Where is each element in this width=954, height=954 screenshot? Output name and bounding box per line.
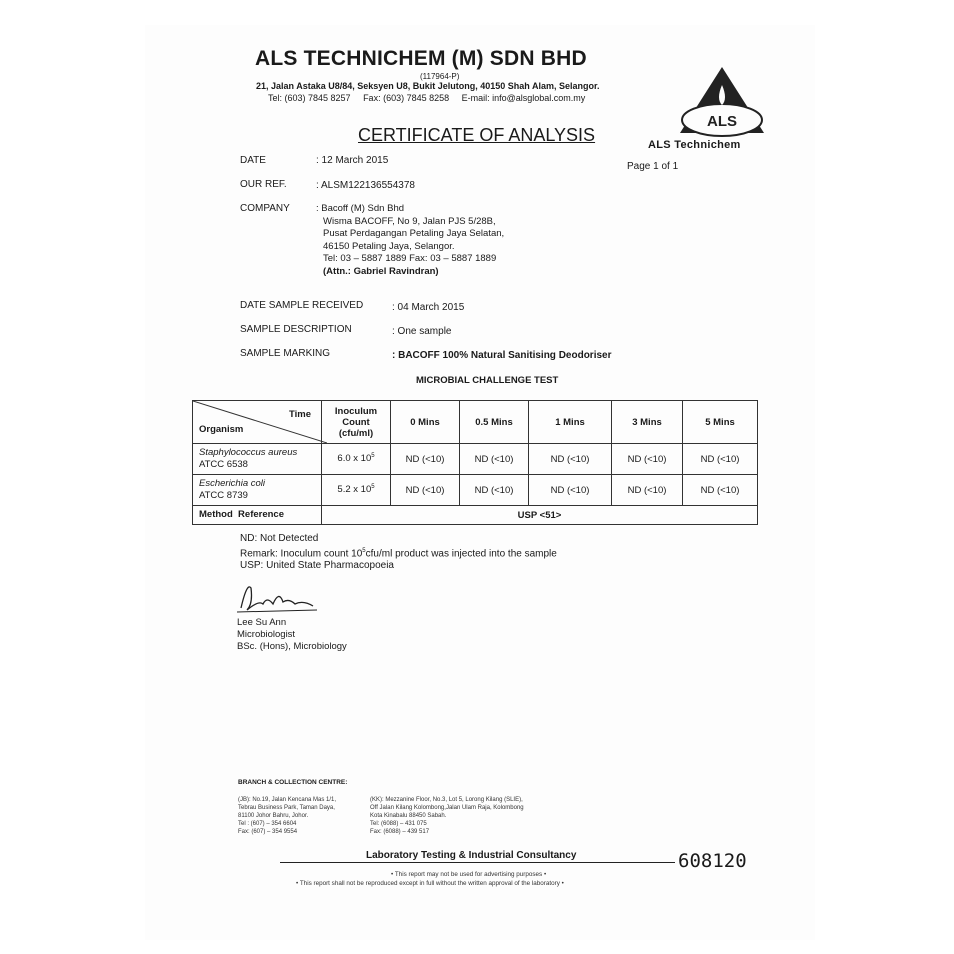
remark-text: Remark: Inoculum count 10 [240,548,363,560]
time-column-header: 3 Mins [612,401,683,444]
time-column-header: 0 Mins [391,401,460,444]
result-cell: ND (<10) [529,444,612,475]
marking-value: : BACOFF 100% Natural Sanitising Deodoriser [392,350,612,361]
time-column-header: 0.5 Mins [460,401,529,444]
count-exponent: 5 [371,484,375,491]
serial-number: 608120 [678,850,747,872]
disclaimer-reproduction: • This report shall not be reproduced except in full without the written approval of the laboratory • [296,880,564,887]
time-column-header: 5 Mins [683,401,758,444]
inoculum-count [322,475,391,506]
inoculum-count [322,444,391,475]
organism-strain: ATCC 8739 [199,490,248,501]
branch-line: Fax: (6088) – 439 517 [370,829,430,835]
result-cell: ND (<10) [612,444,683,475]
branch-line: Off Jalan Kilang Kolombong,Jalan Ulam Raja, Kolombong [370,805,524,811]
result-cell: ND (<10) [529,475,612,506]
client-address [316,203,504,278]
branch-line: Fax: (607) – 354 9554 [238,829,298,835]
time-column-header: 1 Mins [529,401,612,444]
organism-name: Escherichia coli [199,478,265,489]
company-name: ALS TECHNICHEM (M) SDN BHD [255,47,587,70]
footer-tagline: Laboratory Testing & Industrial Consultancy [366,850,577,861]
method-value: USP <51> [322,506,758,525]
count-base: 6.0 x 10 [337,453,372,465]
footer-rule [280,862,675,863]
date-value: : 12 March 2015 [316,155,389,166]
test-title: MICROBIAL CHALLENGE TEST [416,375,559,386]
received-label: DATE SAMPLE RECEIVED [240,300,364,311]
result-cell: ND (<10) [391,475,460,506]
organism-strain: ATCC 6538 [199,459,248,470]
date-label: DATE [240,155,266,166]
client-line: Tel: 03 – 5887 1889 Fax: 03 – 5887 1889 [323,253,497,264]
organism-cell [193,444,322,475]
client-line: : Bacoff (M) Sdn Bhd [316,203,405,214]
note-nd: ND: Not Detected [240,533,319,544]
company-contact: Tel: (603) 7845 8257 Fax: (603) 7845 8258 E-mail: info@alsglobal.com.my [268,93,586,103]
signer-role: Microbiologist [237,629,296,640]
signature-icon [233,578,323,618]
branch-line: Tel : (607) – 354 6604 [238,821,297,827]
time-header: Time [288,409,311,420]
result-cell: ND (<10) [460,475,529,506]
result-cell: ND (<10) [612,475,683,506]
company-registration: (117964-P) [420,72,460,81]
ref-label: OUR REF. [240,179,287,190]
result-cell: ND (<10) [391,444,460,475]
note-remark [240,545,557,560]
signer-block [237,617,347,653]
logo-caption: ALS Technichem [648,139,741,151]
branch-heading: BRANCH & COLLECTION CENTRE: [238,779,348,786]
branch-line: Tel: (6088) – 431 075 [370,821,427,827]
inoculum-header-line: Count [342,416,370,428]
notes [240,533,557,572]
signer-degree: BSc. (Hons), Microbiology [237,641,347,652]
inoculum-header-line: Inoculum [334,405,378,417]
description-value: : One sample [392,326,452,337]
client-line: Pusat Perdagangan Petaling Jaya Selatan, [323,228,505,239]
organism-cell [193,475,322,506]
ref-value: : ALSM122136554378 [316,180,415,191]
result-cell: ND (<10) [683,475,758,506]
organism-name: Staphylococcus aureus [199,447,298,458]
client-line: Wisma BACOFF, No 9, Jalan PJS 5/28B, [323,215,496,227]
count-base: 5.2 x 10 [337,484,372,496]
branch-line: (KK): Mezzanine Floor, No.3, Lot 5, Lorong Kilang (SLIE), [370,797,523,803]
company-address: 21, Jalan Astaka U8/84, Seksyen U8, Bukit Jelutong, 40150 Shah Alam, Selangor. [256,81,600,91]
received-value: : 04 March 2015 [392,302,465,313]
branch-jb [238,796,336,836]
organism-time-header [193,401,322,444]
page-indicator: Page 1 of 1 [627,161,679,172]
result-cell: ND (<10) [460,444,529,475]
count-exponent: 5 [371,453,375,460]
note-usp: USP: United State Pharmacopoeia [240,560,394,572]
branch-kk [370,796,524,836]
inoculum-header [322,401,391,444]
organism-header: Organism [199,424,244,435]
method-label: Method Reference [193,506,322,525]
branch-line: Tebrau Business Park, Taman Daya, [238,805,335,811]
branch-line: Kota Kinabalu 88450 Sabah. [370,813,447,819]
certificate-title: CERTIFICATE OF ANALYSIS [358,125,596,145]
method-row [193,506,758,525]
results-table [192,400,758,525]
branch-line: 81100 Johor Bahru, Johor. [238,813,309,819]
company-label: COMPANY [240,203,290,214]
result-cell: ND (<10) [683,444,758,475]
client-attention: (Attn.: Gabriel Ravindran) [323,265,439,277]
marking-label: SAMPLE MARKING [240,348,331,359]
svg-text:ALS: ALS [707,113,737,130]
table-header-row [193,401,758,444]
table-row [193,475,758,506]
remark-exponent: 5 [362,548,366,554]
branch-line: (JB): No.19, Jalan Kencana Mas 1/1, [238,797,337,803]
disclaimer-advertising: • This report may not be used for advertising purposes • [391,871,547,878]
remark-text: cfu/ml product was injected into the sample [365,548,557,560]
inoculum-header-line: (cfu/ml) [338,427,374,439]
client-line: 46150 Petaling Jaya, Selangor. [323,240,455,252]
signer-name: Lee Su Ann [237,617,287,628]
table-row [193,444,758,475]
description-label: SAMPLE DESCRIPTION [240,324,352,335]
